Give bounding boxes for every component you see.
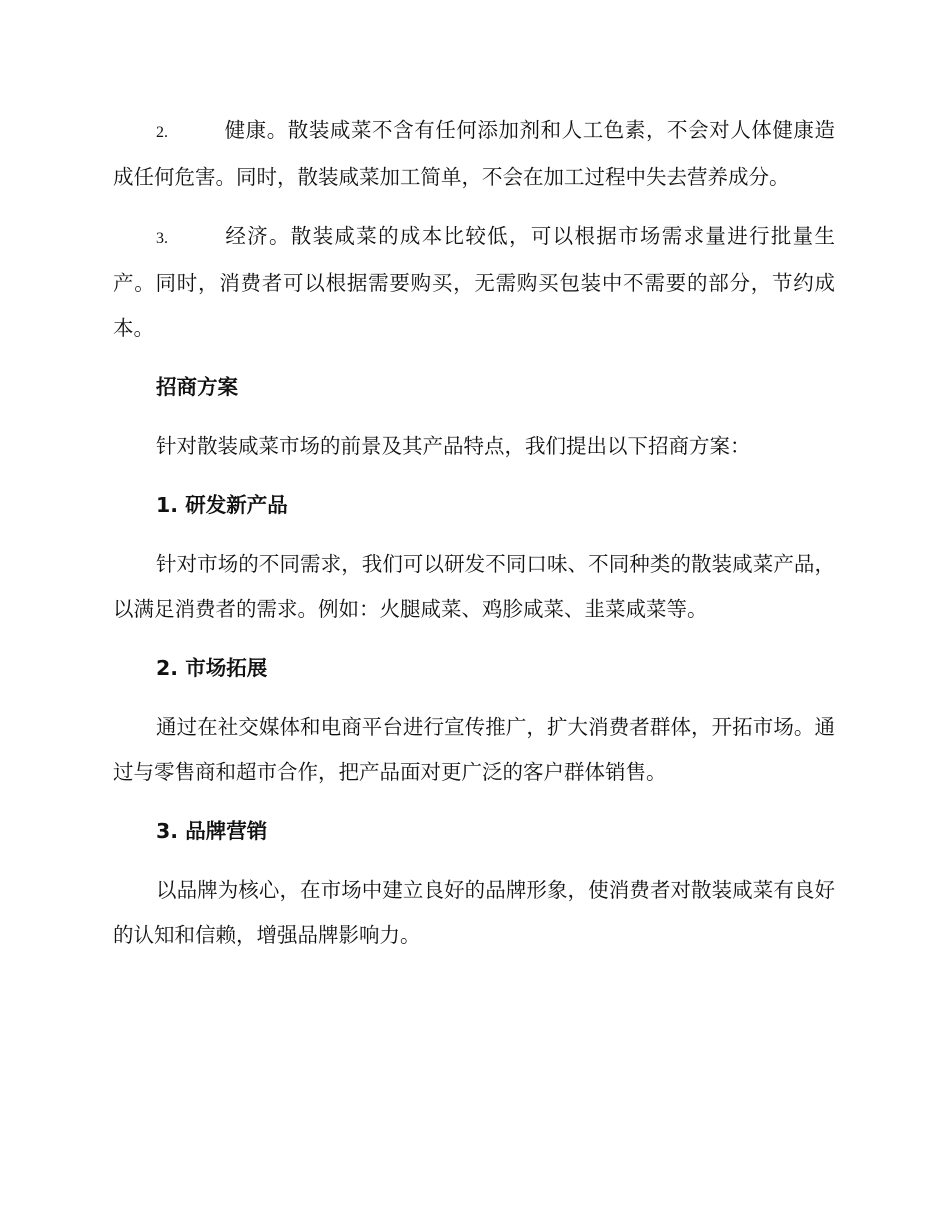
plan-paragraph-2: 通过在社交媒体和电商平台进行宣传推广，扩大消费者群体，开拓市场。通过与零售商和超市合作，把产品面对更广泛的客户群体销售。 — [113, 715, 835, 784]
document-page — [113, 108, 835, 972]
list-number: 2. — [156, 124, 168, 141]
list-item-text: 经济。散装咸菜的成本比较低，可以根据市场需求量进行批量生产。同时，消费者可以根据需要购买，无需购买包装中不需要的部分，节约成本。 — [113, 224, 835, 340]
plan-heading-1: 1. 研发新产品 — [156, 493, 288, 517]
list-number: 3. — [156, 230, 168, 247]
plan-heading-2: 2. 市场拓展 — [156, 656, 268, 680]
plan-heading-3: 3. 品牌营销 — [156, 819, 268, 843]
list-item-text: 健康。散装咸菜不含有任何添加剂和人工色素，不会对人体健康造成任何危害。同时，散装咸菜加工简单，不会在加工过程中失去营养成分。 — [113, 118, 835, 189]
plan-paragraph-1: 针对市场的不同需求，我们可以研发不同口味、不同种类的散装咸菜产品，以满足消费者的需求。例如：火腿咸菜、鸡胗咸菜、韭菜咸菜等。 — [113, 552, 835, 621]
plan-paragraph-3: 以品牌为核心，在市场中建立良好的品牌形象，使消费者对散装咸菜有良好的认知和信赖，增强品牌影响力。 — [113, 878, 835, 947]
list-item-health — [113, 108, 835, 200]
section-title: 招商方案 — [156, 375, 238, 399]
intro-paragraph: 针对散装咸菜市场的前景及其产品特点，我们提出以下招商方案： — [156, 434, 751, 458]
list-item-economy — [113, 214, 835, 351]
